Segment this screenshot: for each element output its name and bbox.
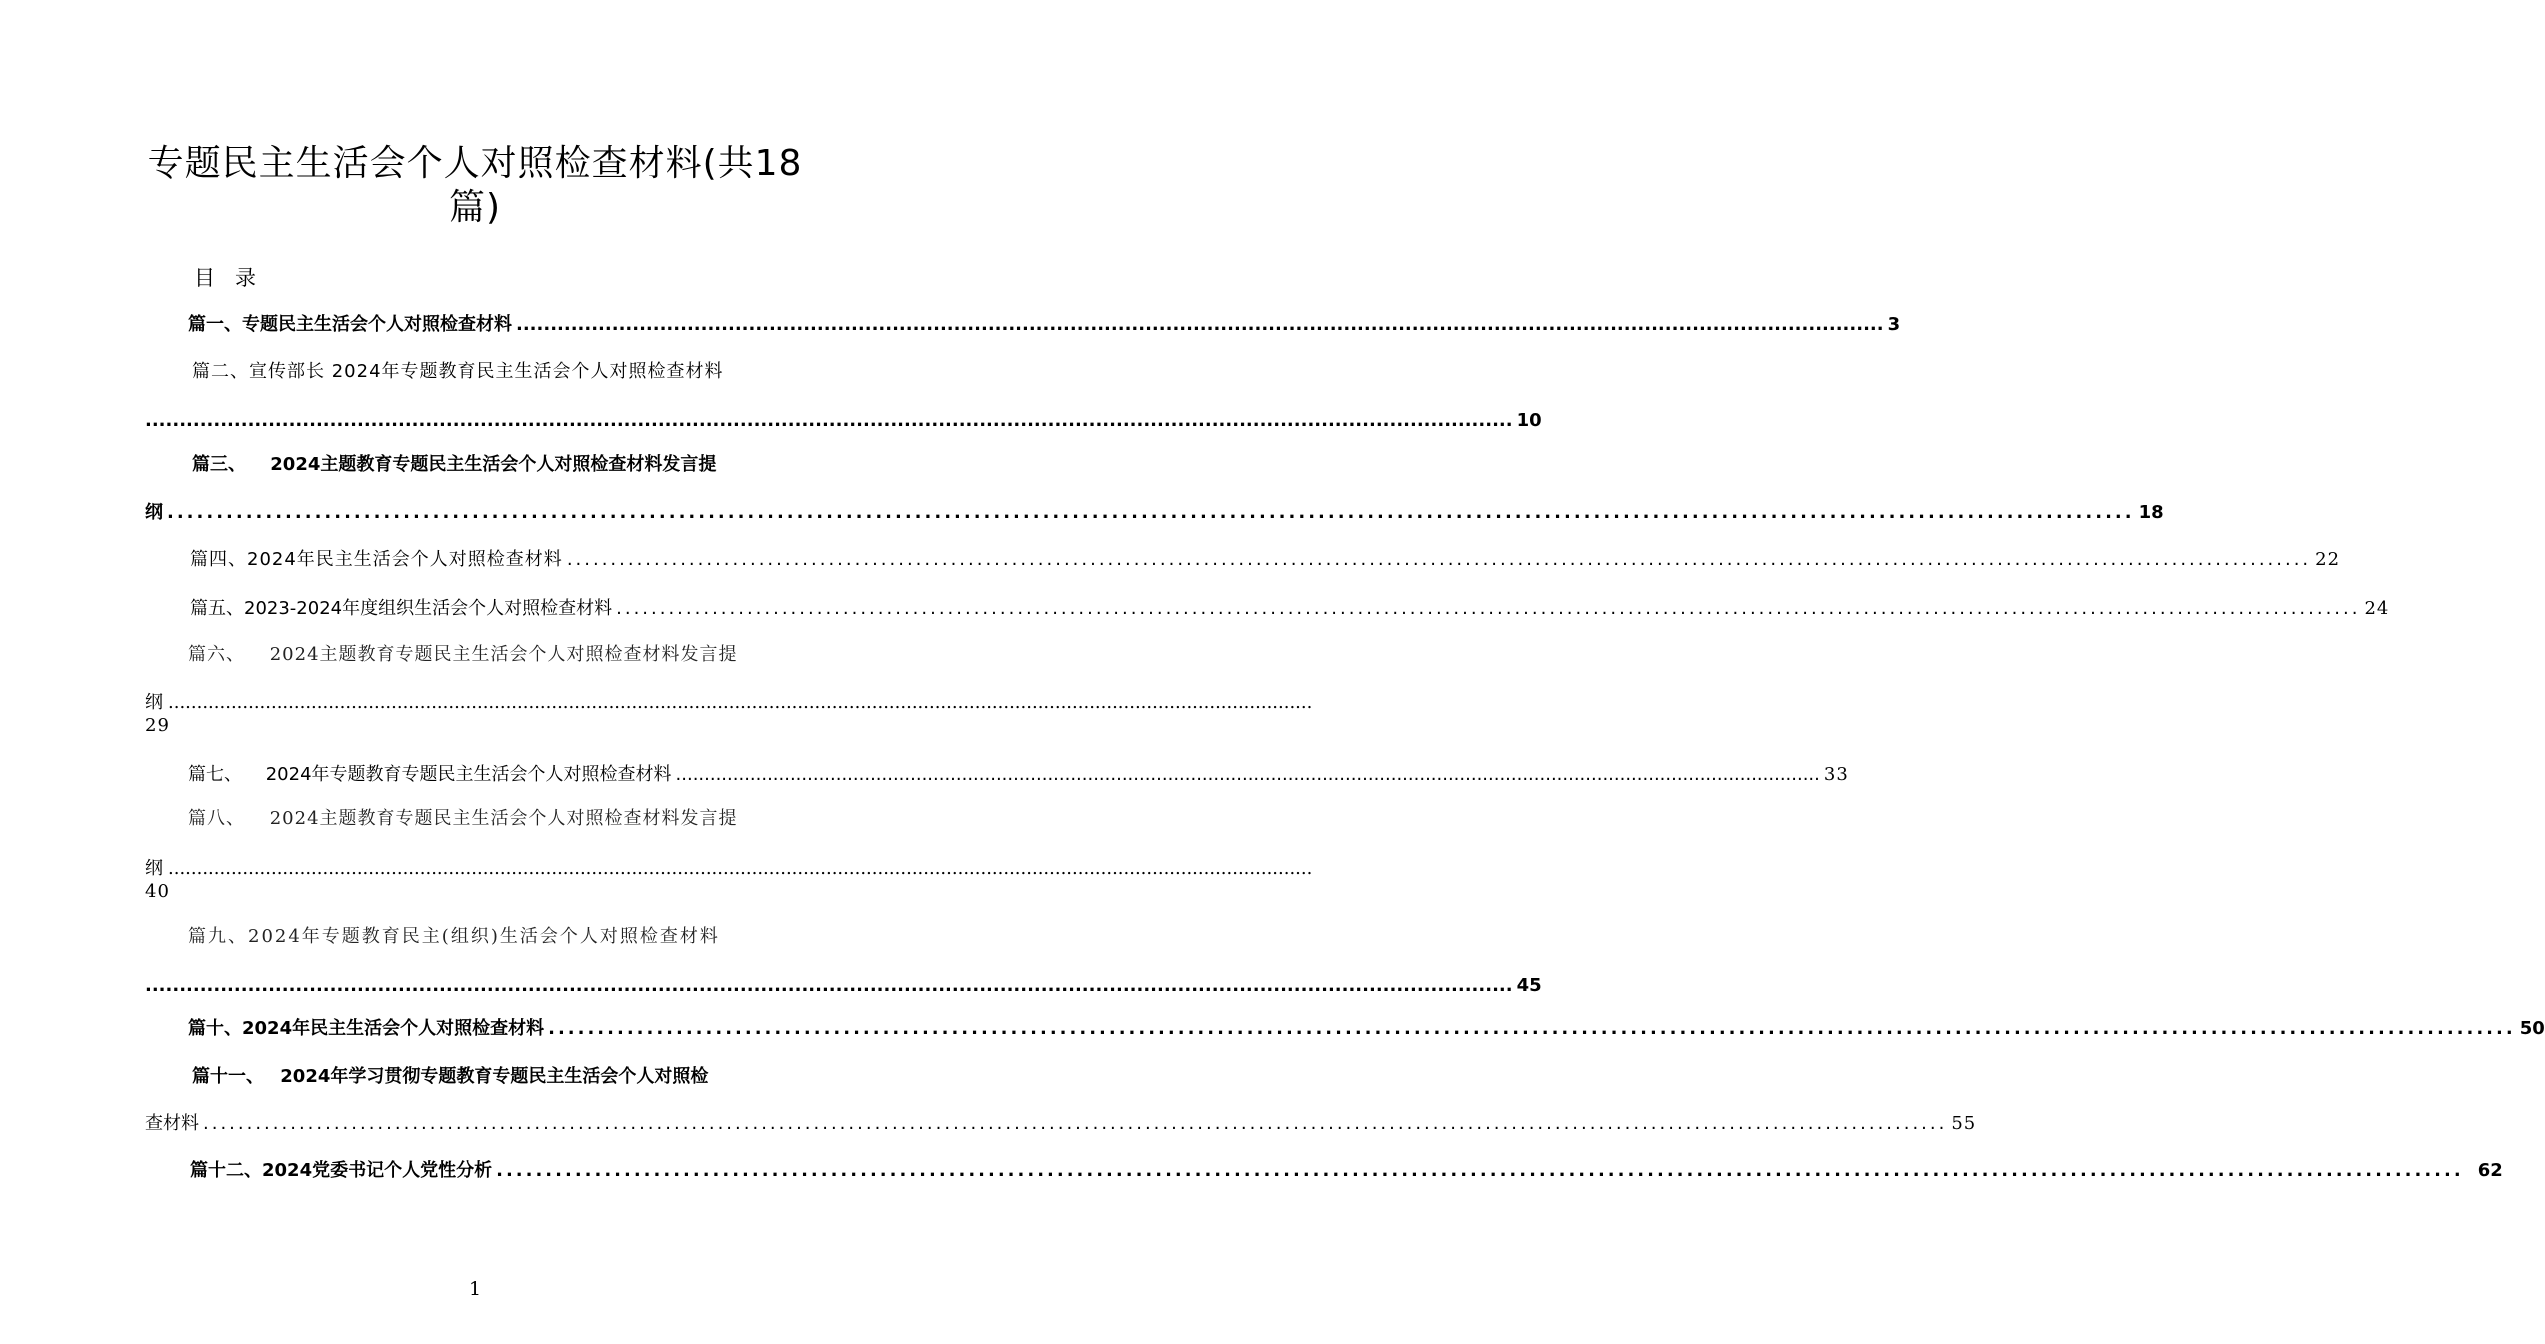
toc-entry-3-leader-line[interactable] — [145, 500, 2164, 526]
toc-leader-dots: ........................................................................................................................................................................................................ — [168, 858, 1313, 879]
toc-entry-12[interactable] — [190, 1158, 2503, 1184]
toc-entry-11[interactable] — [192, 1064, 812, 1090]
toc-leader-dots: ........................................................................................................................................................................................................ — [566, 549, 2312, 570]
toc-entry-title-continuation: 纲 — [145, 692, 164, 713]
toc-entry-page: 40 — [145, 881, 170, 902]
toc-entry-title-continuation: 查材料 — [145, 1113, 199, 1134]
toc-entry-title: 篇二、宣传部长 2024年专题教育民主生活会个人对照检查材料 — [192, 361, 724, 382]
toc-entry-3[interactable] — [192, 452, 812, 478]
toc-entry-7[interactable] — [188, 762, 1849, 788]
toc-entry-8-leader-line[interactable] — [145, 856, 1313, 882]
toc-entry-page: 50 — [2519, 1018, 2545, 1039]
toc-entry-title: 篇四、2024年民主生活会个人对照检查材料 — [190, 549, 563, 570]
toc-entry-page: 33 — [1823, 764, 1849, 785]
document-title-line-2: 篇) — [448, 187, 502, 228]
toc-leader-dots: ........................................................................................................................................................................................................ — [496, 1160, 2464, 1181]
toc-entry-page: 62 — [2477, 1160, 2503, 1181]
toc-entry-2[interactable] — [192, 359, 812, 385]
toc-entry-title: 篇七、 2024年专题教育专题民主生活会个人对照检查材料 — [188, 764, 672, 785]
toc-entry-5[interactable] — [190, 596, 2390, 622]
toc-entry-6-leader-line[interactable] — [145, 690, 1313, 716]
toc-entry-6-page-line[interactable] — [145, 713, 205, 739]
toc-leader-dots: ........................................................................................................................................................................................................ — [145, 975, 1513, 996]
toc-entry-11-leader-line[interactable] — [145, 1111, 1977, 1137]
toc-leader-dots: ........................................................................................................................................................................................................ — [168, 692, 1313, 713]
toc-entry-title: 篇十一、 2024年学习贯彻专题教育专题民主生活会个人对照检 — [192, 1066, 709, 1087]
toc-entry-2-leader-line[interactable] — [145, 408, 1542, 434]
toc-entry-title: 篇十二、2024党委书记个人党性分析 — [190, 1160, 493, 1181]
toc-entry-title: 篇一、专题民主生活会个人对照检查材料 — [188, 314, 512, 335]
footer-page-number: 1 — [468, 1278, 482, 1300]
toc-entry-8[interactable] — [188, 806, 808, 832]
toc-leader-dots: ........................................................................................................................................................................................................ — [516, 314, 1884, 335]
toc-leader-dots: ........................................................................................................................................................................................................ — [203, 1113, 1948, 1134]
toc-entry-page: 18 — [2138, 502, 2164, 523]
toc-entry-title: 篇九、2024年专题教育民主(组织)生活会个人对照检查材料 — [188, 926, 720, 947]
toc-entry-page: 24 — [2364, 598, 2390, 619]
toc-leader-dots: ........................................................................................................................................................................................................ — [675, 764, 1820, 785]
toc-entry-title-continuation: 纲 — [145, 502, 163, 523]
toc-leader-dots: ........................................................................................................................................................................................................ — [145, 410, 1513, 431]
toc-entry-page: 55 — [1951, 1113, 1977, 1134]
toc-heading: 目录 — [194, 266, 276, 290]
toc-entry-page: 22 — [2315, 549, 2341, 570]
toc-entry-9[interactable] — [188, 924, 808, 950]
toc-entry-page: 29 — [145, 715, 170, 736]
toc-entry-page: 3 — [1887, 314, 1901, 335]
document-title-line-1: 专题民主生活会个人对照检查材料(共18 — [147, 143, 803, 184]
toc-entry-title: 篇六、 2024主题教育专题民主生活会个人对照检查材料发言提 — [188, 644, 738, 665]
toc-entry-title-continuation: 纲 — [145, 858, 164, 879]
toc-entry-page: 45 — [1516, 975, 1542, 996]
toc-leader-dots: ........................................................................................................................................................................................................ — [616, 598, 2361, 619]
toc-entry-title: 篇八、 2024主题教育专题民主生活会个人对照检查材料发言提 — [188, 808, 738, 829]
toc-leader-dots: ........................................................................................................................................................................................................ — [548, 1018, 2516, 1039]
toc-leader-dots: ........................................................................................................................................................................................................ — [167, 502, 2135, 523]
toc-entry-title: 篇五、2023-2024年度组织生活会个人对照检查材料 — [190, 598, 613, 619]
toc-entry-1[interactable] — [188, 312, 1901, 338]
toc-entry-title: 篇十、2024年民主生活会个人对照检查材料 — [188, 1018, 545, 1039]
toc-entry-8-page-line[interactable] — [145, 879, 205, 905]
toc-entry-9-leader-line[interactable] — [145, 973, 1542, 999]
toc-entry-title: 篇三、 2024主题教育专题民主生活会个人对照检查材料发言提 — [192, 454, 717, 475]
toc-entry-4[interactable] — [190, 547, 2341, 573]
toc-entry-page: 10 — [1516, 410, 1542, 431]
toc-entry-10[interactable] — [188, 1016, 2545, 1042]
toc-entry-6[interactable] — [188, 642, 808, 668]
